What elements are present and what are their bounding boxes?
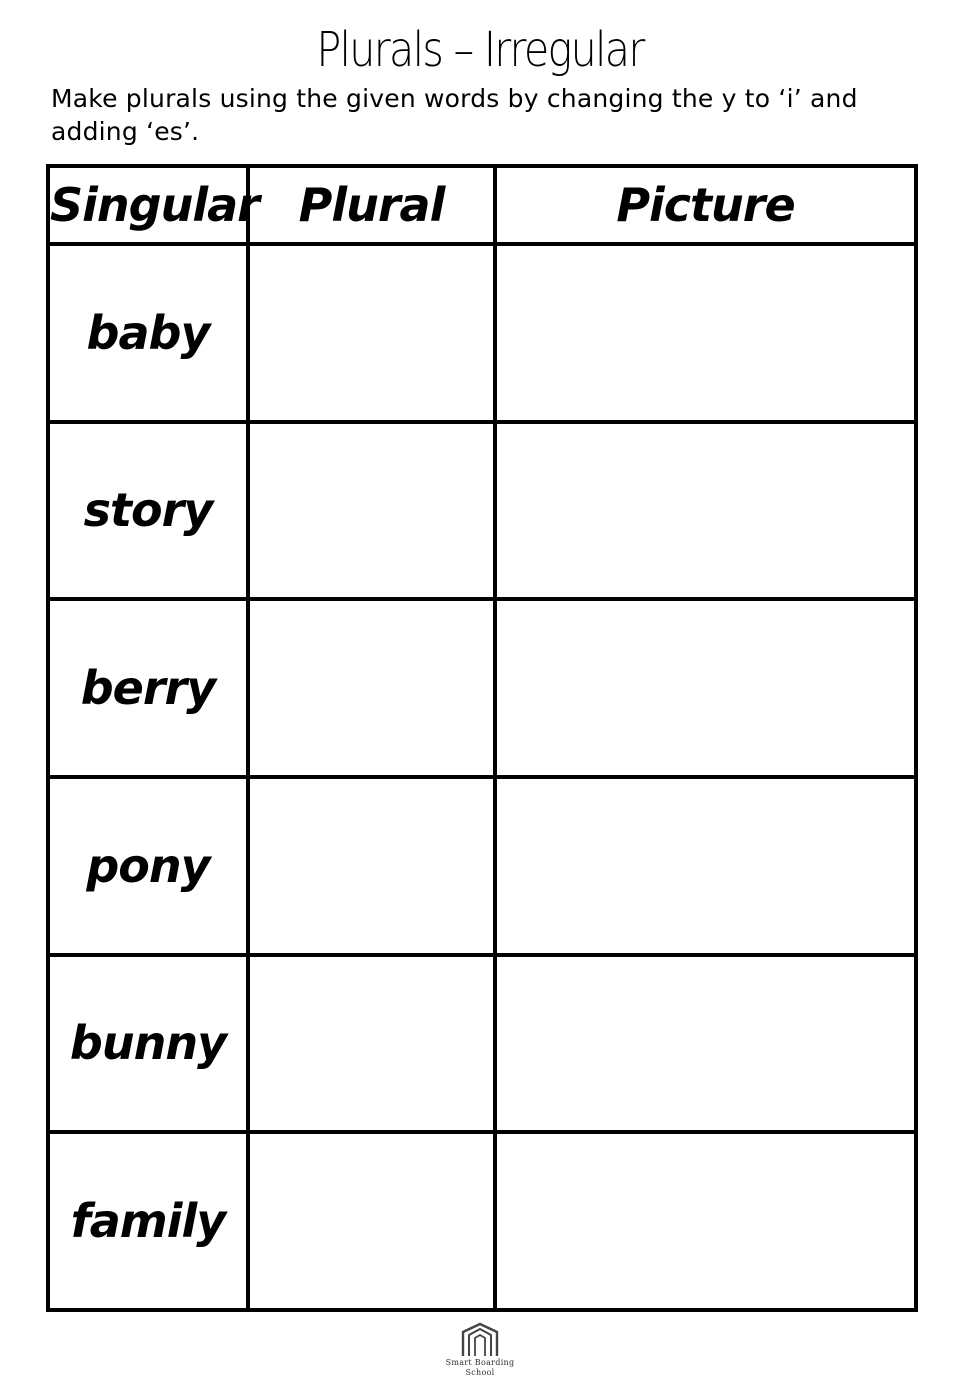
picture-cell[interactable] [495, 1132, 916, 1310]
table-row [48, 422, 916, 600]
table-row [48, 599, 916, 777]
singular-cell: baby [48, 244, 248, 422]
plural-answer-cell[interactable] [248, 599, 495, 777]
footer-logo [440, 1322, 520, 1378]
plural-answer-cell[interactable] [248, 777, 495, 955]
instructions-text: Make plurals using the given words by changing the y to ‘i’ and adding ‘es’. [51, 84, 858, 146]
page-title: Plurals – Irregular [316, 22, 644, 78]
header-plural: Plural [248, 166, 495, 244]
logo-text-line1: Smart Boarding [445, 1358, 515, 1367]
singular-cell: bunny [48, 955, 248, 1133]
header-picture: Picture [495, 166, 916, 244]
table-row [48, 244, 916, 422]
singular-cell: family [48, 1132, 248, 1310]
picture-cell[interactable] [495, 777, 916, 955]
plural-answer-cell[interactable] [248, 1132, 495, 1310]
plural-answer-cell[interactable] [248, 244, 495, 422]
plurals-table [46, 164, 918, 1312]
smart-boarding-school-logo-icon [440, 1322, 520, 1358]
header-singular: Singular [48, 166, 248, 244]
table-row [48, 777, 916, 955]
table-row [48, 1132, 916, 1310]
singular-cell: pony [48, 777, 248, 955]
singular-cell: story [48, 422, 248, 600]
picture-cell[interactable] [495, 955, 916, 1133]
picture-cell[interactable] [495, 244, 916, 422]
plural-answer-cell[interactable] [248, 422, 495, 600]
plural-answer-cell[interactable] [248, 955, 495, 1133]
picture-cell[interactable] [495, 422, 916, 600]
table-header-row [48, 166, 916, 244]
picture-cell[interactable] [495, 599, 916, 777]
singular-cell: berry [48, 599, 248, 777]
table-row [48, 955, 916, 1133]
logo-text-line2: School [465, 1368, 495, 1377]
